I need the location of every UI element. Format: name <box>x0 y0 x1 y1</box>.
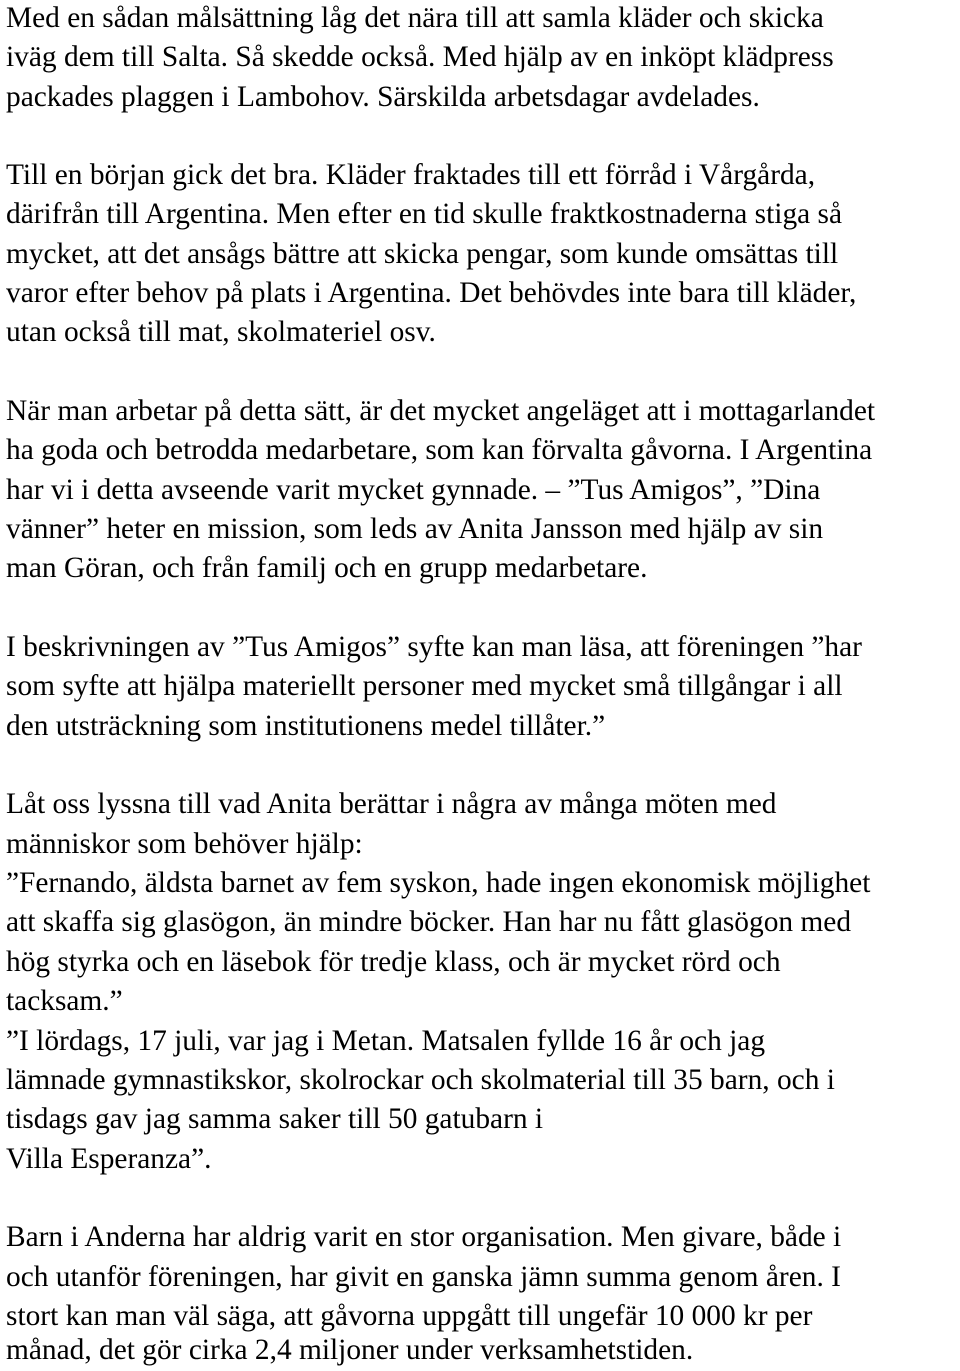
text-line: tisdags gav jag samma saker till 50 gatubarn i <box>6 1103 544 1135</box>
text-line: ha goda och betrodda medarbetare, som kan förvalta gåvorna. I Argentina <box>6 434 873 466</box>
text-line: varor efter behov på plats i Argentina. Det behövdes inte bara till kläder, <box>6 277 857 309</box>
text-line: som syfte att hjälpa materiellt personer med mycket små tillgångar i all <box>6 670 843 702</box>
text-line: och utanför föreningen, har givit en ganska jämn summa genom åren. I <box>6 1261 841 1293</box>
text-line: iväg dem till Salta. Så skedde också. Med hjälp av en inköpt klädpress <box>6 41 834 73</box>
text-line: hög styrka och en läsebok för tredje klass, och är mycket rörd och <box>6 946 781 978</box>
text-line: Med en sådan målsättning låg det nära till att samla kläder och skicka <box>6 2 824 34</box>
text-line: Barn i Anderna har aldrig varit en stor organisation. Men givare, både i <box>6 1221 842 1253</box>
text-line: ”Fernando, äldsta barnet av fem syskon, hade ingen ekonomisk möjlighet <box>6 867 871 899</box>
text-line: den utsträckning som institutionens medel tillåter.” <box>6 710 606 742</box>
text-line: När man arbetar på detta sätt, är det mycket angeläget att i mottagarlandet <box>6 395 876 427</box>
text-line: mycket, att det ansågs bättre att skicka pengar, som kunde omsättas till <box>6 238 839 270</box>
text-line: Villa Esperanza”. <box>6 1143 212 1175</box>
text-line: lämnade gymnastikskor, skolrockar och skolmaterial till 35 barn, och i <box>6 1064 835 1096</box>
text-line: packades plaggen i Lambohov. Särskilda arbetsdagar avdelades. <box>6 81 760 113</box>
text-line: har vi i detta avseende varit mycket gynnade. – ”Tus Amigos”, ”Dina <box>6 474 821 506</box>
text-line: stort kan man väl säga, att gåvorna uppgått till ungefär 10 000 kr per <box>6 1300 813 1332</box>
text-line: I beskrivningen av ”Tus Amigos” syfte kan man läsa, att föreningen ”har <box>6 631 862 663</box>
text-line: vänner” heter en mission, som leds av Anita Jansson med hjälp av sin <box>6 513 824 545</box>
text-line: människor som behöver hjälp: <box>6 828 363 860</box>
text-line: Till en början gick det bra. Kläder fraktades till ett förråd i Vårgårda, <box>6 159 816 191</box>
text-line: att skaffa sig glasögon, än mindre böcker. Han har nu fått glasögon med <box>6 906 852 938</box>
text-line: månad, det gör cirka 2,4 miljoner under verksamhetstiden. <box>6 1334 694 1366</box>
text-line: ”I lördags, 17 juli, var jag i Metan. Matsalen fyllde 16 år och jag <box>6 1025 766 1057</box>
text-line: utan också till mat, skolmateriel osv. <box>6 316 436 348</box>
text-line: tacksam.” <box>6 985 123 1017</box>
text-line: Låt oss lyssna till vad Anita berättar i några av många möten med <box>6 788 777 820</box>
text-line: man Göran, och från familj och en grupp medarbetare. <box>6 552 648 584</box>
text-line: därifrån till Argentina. Men efter en tid skulle fraktkostnaderna stiga så <box>6 198 843 230</box>
